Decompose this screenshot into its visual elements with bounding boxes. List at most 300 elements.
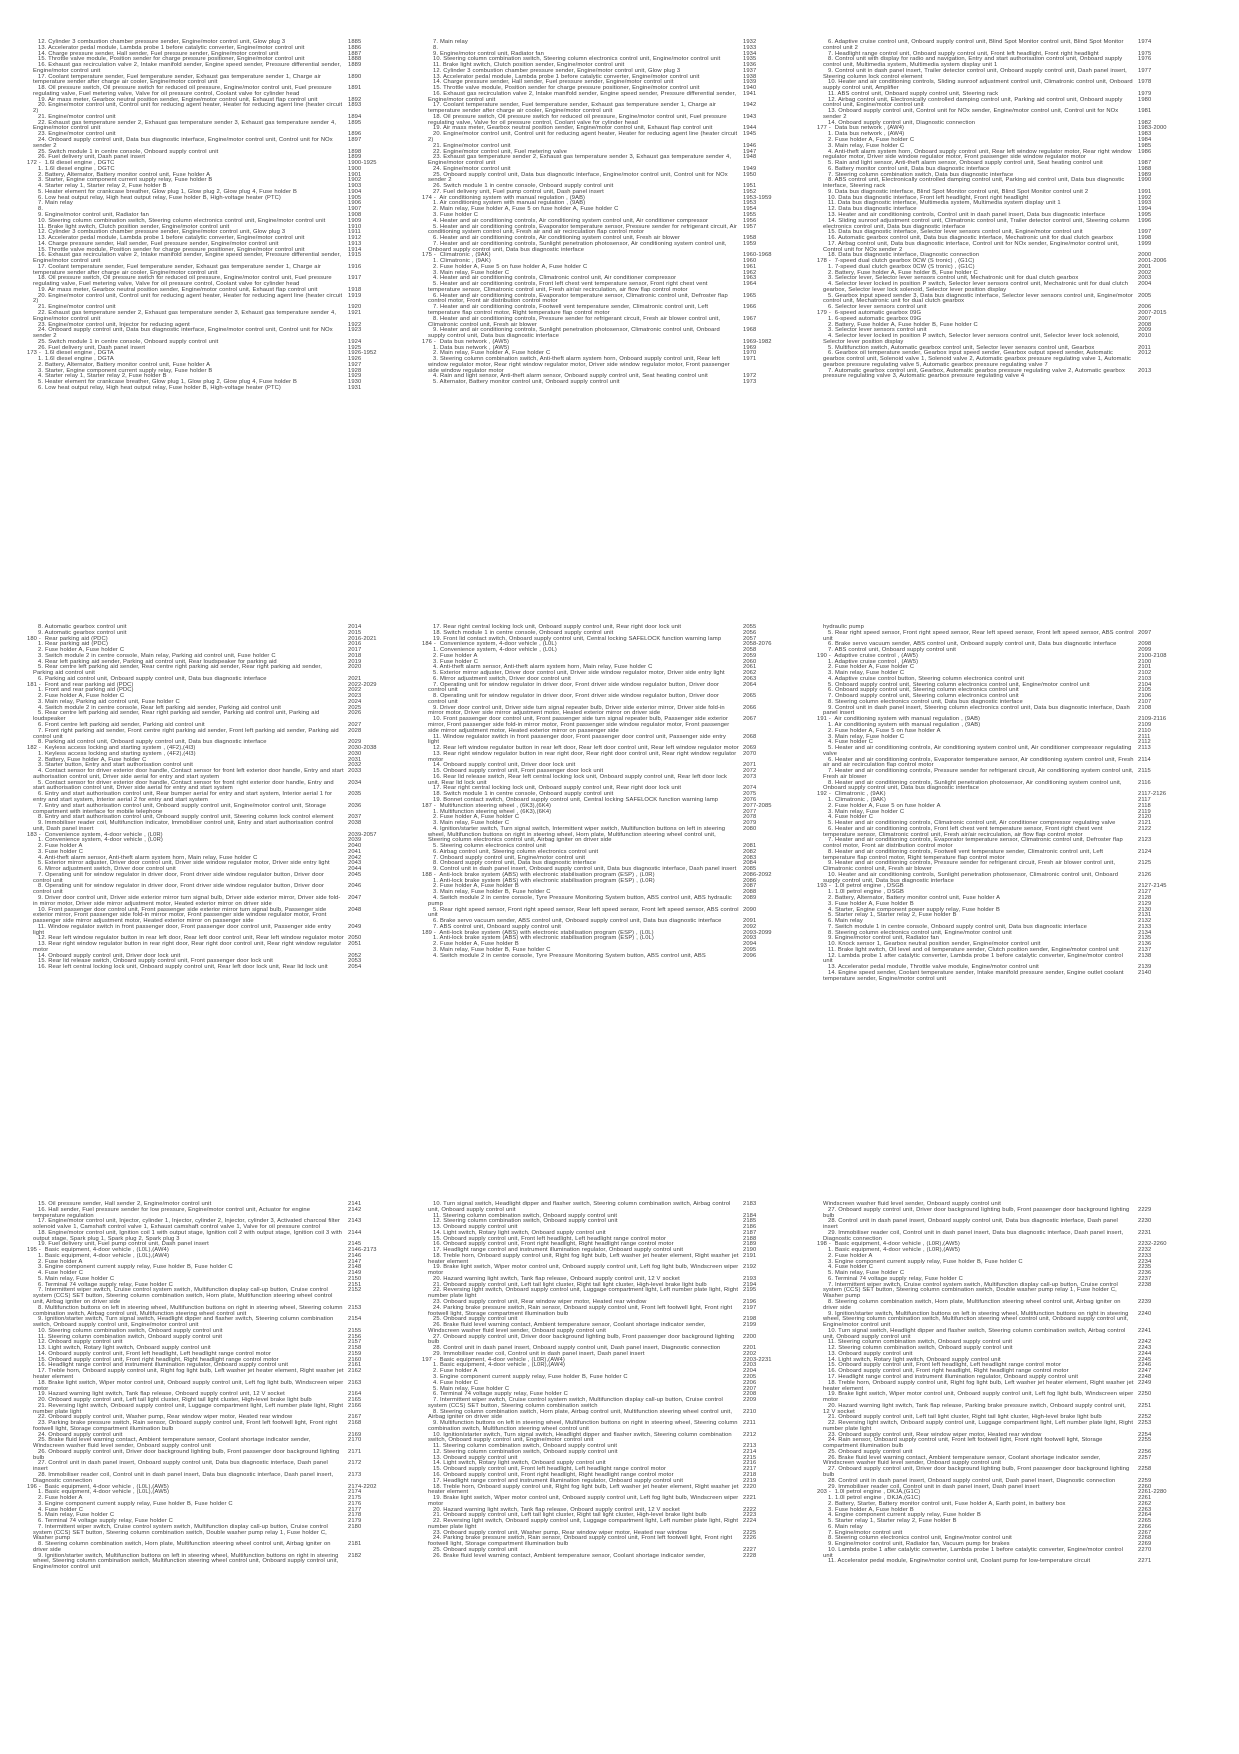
item-text: 6. Main relay [828,1523,863,1530]
item-text: 7. Heater and air conditioning controls, Evaporator temperature sensor, Climatronic control unit, Defroster flap control motor, Front air distribution control motor [823,837,1123,850]
item-text: 5. Main relay, Fuse holder C [828,1270,905,1277]
wiring-code: 2066 [743,704,757,711]
item-text: 5. Starter relay 1, Starter relay 2, Fuse holder B [828,1518,957,1525]
item-text: 11. Brake light switch, Oil level and oil temperature sender, Clutch position sender, Engine/motor control unit [828,946,1119,953]
wiring-code: 1895 [348,119,362,126]
item-text: 3. Main relay, Fuse holder C [828,808,905,815]
wiring-code: 1942 [743,102,757,109]
item-text: 9. Multifunction buttons on left in steering wheel, Multifunction buttons on right in steering wheel, Steering column combination switch, Multifunction steering wheel control unit [428,1420,738,1432]
index-item-row [422,380,787,386]
item-text: 1. Air conditioning system with manual regulation , (9AB) [828,722,981,729]
item-text: 1. Convenience system, 4-door vehicle , (L0R) [38,837,163,844]
wiring-code: 2244 [1138,1350,1152,1357]
item-text: 25. Switch module 1 in centre console, Onboard supply control unit [38,338,219,345]
wiring-code: 2137 [1138,946,1152,953]
wiring-code: 2072 [743,768,757,775]
item-text: 28. Control unit in dash panel insert, Onboard supply control unit, Data bus diagnostic interface, Dash panel insert [823,1218,1118,1231]
wiring-code: 2259 [1138,1477,1152,1484]
item-text: 2. Main relay, Fuse holder A, Fuse holder C [433,350,551,357]
item-text: 14. Charge pressure sender, Hall sender, Fuel pressure sender, Engine/motor control unit [38,240,279,247]
wiring-code: 2171 [348,1448,362,1455]
item-text: 6. Onboard supply control unit, Steering column electronics control unit [828,687,1019,694]
wiring-code: 1933 [743,44,757,51]
item-text: 25. Onboard supply control unit, Data bus diagnostic interface, Engine/motor control unit, Control unit for NOx sender 2 [428,171,728,184]
item-text: 6. Low heat output relay, High heat output relay, Fuse holder B, High-voltage heater (PTC) [38,384,281,391]
wiring-code: 2241 [1138,1327,1152,1334]
item-text: 5. Main relay, Fuse holder C [38,1275,115,1282]
wiring-code: 2223 [743,1512,757,1519]
wiring-code: 1924 [348,338,362,345]
wiring-code: 2069 [743,745,757,752]
wiring-code: 2083 [743,854,757,861]
wiring-code: 1972 [743,373,757,380]
item-text: 7. Switch module 1 in centre console, Onboard supply control unit, Data bus diagnostic interface [828,923,1087,930]
wiring-code: 2190 [743,1247,757,1254]
item-text: 10. Heater and air conditioning controls, Sunlight penetration photosensor, Climatronic control unit, Onboard supply control unit, Data bus diagnostic interface [823,871,1119,884]
item-text: 16. Onboard supply control unit, Front right headlight, Right headlight range control motor [433,1241,674,1248]
item-text: 9. Engine/motor control unit, Radiator fan, Vacuum pump for brakes [828,1541,1010,1548]
wiring-code: 2175 [348,1495,362,1502]
item-text: 12. Lambda probe 1 after catalytic converter, Lambda probe 1 before catalytic converter, Engine/motor control unit [823,952,1124,965]
page1-column-3 [817,40,1182,392]
wiring-code: 2007-2015 [1138,309,1167,316]
wiring-code: 1939 [743,79,757,86]
wiring-code: 2200 [743,1333,757,1340]
wiring-code: 1889 [348,62,362,69]
item-text: 12. Rear left window regulator button in rear left door, Rear left door control unit, Rear left window regulator motor [433,745,739,752]
item-text: 4. Starter, Engine component power supply relay, Fuse holder B [828,906,1000,913]
wiring-code: 2183 [743,1201,757,1207]
wiring-code: 2139 [1138,964,1152,971]
item-text: 5. Heater and air conditioning controls, Evaporator temperature sensor, Pressure sender for refrigerant circuit, Air conditioning system control unit, Fresh air and air recirculation flap control motor [428,223,738,236]
item-text: 7. ABS control unit, Onboard supply control unit [828,647,957,654]
wiring-code: 2266 [1138,1523,1152,1530]
item-text: 13. Accelerator pedal module, Throttle valve module, Engine/motor control unit [828,964,1039,971]
wiring-code: 2104 [1138,681,1152,688]
wiring-code: 1951 [743,183,757,190]
item-text: 23. Engine/motor control unit, Injector for reducing agent [38,321,190,328]
wiring-code: 2194 [743,1281,757,1288]
item-text: 8. Steering column combination switch, Horn plate, Multifunction steering wheel control unit, Airbag igniter on driver side [823,1299,1121,1311]
wiring-code: 2265 [1138,1518,1152,1525]
wiring-code: 1932 [743,39,757,45]
item-text: 9. Control unit in dash panel insert, Onboard supply control unit, Data bus diagnostic interface, Dash panel insert [433,866,737,873]
item-text: 6. Low heat output relay, High heat output relay, Fuse holder B, High-voltage heater (PTC) [38,194,281,201]
wiring-code: 2046 [348,883,362,890]
wiring-code: 2041 [348,848,362,855]
item-text: 11. ABS control unit, Onboard supply control unit, Steering rack [828,90,999,97]
wiring-code: 2166 [348,1402,362,1409]
item-text: 11. Brake light switch, Clutch position sender, Engine/motor control unit [38,223,230,230]
item-text: 5. Contact sensor for driver exterior door handle, Contact sensor for front right exterior door handle, Entry and start authorisation control unit, Driver side aerial for entry and start system [33,779,334,792]
item-text: 16. Headlight range control and instrument illumination regulator, Onboard supply control unit [38,1362,289,1369]
wiring-code: 2008 [1138,321,1152,328]
wiring-code: 2047 [348,894,362,901]
section-title: 190 - Adaptive cruise control , (AW5) [817,652,918,659]
wiring-code: 2058 [743,647,757,654]
item-text: 7. Intermittent wiper switch, Cruise control system switch, Multifunction display call-up button, Cruise control system (CCS) SET button, Steering column combination switch [428,1397,723,1409]
wiring-code: 2225 [743,1529,757,1536]
item-text: 13. Heater and air conditioning controls, Control unit in dash panel insert, Data bus diagnostic interface [828,211,1106,218]
wiring-code: 2151 [348,1281,362,1288]
item-text: 18. Switch module 1 in centre console, Onboard supply control unit [433,791,614,798]
wiring-code: 2209 [743,1397,757,1404]
item-text: 1. Basic equipment, 4-door vehicle , (L0L),(AW5) [38,1489,170,1496]
wiring-code: 1941 [743,90,757,97]
wiring-code: 1915 [348,252,362,259]
item-text: 3. Engine component current supply relay, Fuse holder B, Fuse holder C [433,1373,628,1380]
wiring-code: 2197 [743,1304,757,1311]
item-text: 2. Fuse holder A [828,1252,873,1259]
wiring-code: 2110 [1138,727,1151,734]
index-item-row [27,769,392,781]
wiring-code: 2109 [1138,722,1152,729]
section-title: 173 - 1.6l diesel engine , DGTA [27,350,114,357]
wiring-code: 2086 [743,877,757,884]
wiring-code: 2239 [1138,1299,1152,1306]
wiring-code: 2113 [1138,745,1151,752]
index-item-row [817,1312,1182,1329]
wiring-code: 2043 [348,860,362,867]
item-text: 20. Engine/motor control unit, Control unit for reducing agent heater, Heater for reducing agent line (heater circuit 2) [428,131,738,144]
index-item-row [817,1283,1182,1300]
wiring-code: 1906 [348,200,362,207]
item-text: 17. Engine/motor control unit, Injector, cylinder 1, Injector, cylinder 2, Injector, cylinder 3, Activated charcoal filter solenoid valve 1, Camshaft control valve 1, Exhaust camshaft control valve 1, Valve for oil pressure control [33,1218,340,1231]
item-text: 27. Fuel delivery unit, Fuel pump control unit, Dash panel insert [433,188,604,195]
item-text: 22. Reversing light switch, Onboard supply control unit, Luggage compartment light, Left number plate light, Right number plate light [428,1287,739,1300]
wiring-code: 2089 [743,894,757,901]
section-title: 198 - Basic equipment, 4-door vehicle , (L0R),(AW5) [817,1241,960,1248]
wiring-code: 1961 [743,263,757,270]
wiring-code: 2242 [1138,1339,1152,1346]
wiring-code: 2158 [348,1345,362,1352]
wiring-code: 2208 [743,1391,757,1398]
item-text: 2. Battery, Fuse holder A, Fuse holder B, Fuse holder C [828,321,978,328]
item-text: 23. Exhaust gas temperature sender 2, Exhaust gas temperature sender 3, Exhaust gas temperature sender 4, Engine/motor control unit [428,154,732,167]
index-item-row [422,694,787,706]
item-text: 2. Fuse holder A, Fuse 5 on fuse holder A [828,802,941,809]
index-item-row [27,1288,392,1305]
index-item-row [817,971,1182,983]
wiring-code: 2123 [1138,837,1152,844]
item-text: 6. Heater and air conditioning controls, Air conditioning system control unit, Fresh air blower [433,235,680,242]
wiring-code: 2207 [743,1385,757,1392]
wiring-code: 2217 [743,1466,757,1473]
wiring-code: 2258 [1138,1466,1152,1473]
wiring-code: 2174-2202 [348,1483,377,1490]
item-text: 8. ABS control unit, Electronically controlled damping control unit, Parking aid control unit, Data bus diagnostic interface, Steering rack [823,177,1125,190]
item-text: 2. Fuse holder A, Fuse holder C [433,814,520,821]
wiring-code: 2204 [743,1368,757,1375]
item-text: 19. Fuel delivery unit, Fuel pump control unit, Dash panel insert [38,1241,209,1248]
item-text: 4. Starter relay 1, Starter relay 2, Fuse holder B [38,183,167,190]
wiring-code: 2103 [1138,675,1152,682]
wiring-code: 2162 [348,1368,362,1375]
item-text: 10. Data bus diagnostic interface, Front left headlight, Front right headlight [828,194,1029,201]
wiring-code: 2161 [348,1362,362,1369]
wiring-code: 2255 [1138,1437,1152,1444]
item-text: 7. Intermittent wiper switch, Cruise control system switch, Multifunction display call-up button, Cruise control system (CCS) SET button, Steering column combination switch, Double washer pump relay 1, Fuse holder C, Washer pump [823,1281,1118,1300]
wiring-code: 2002 [1138,269,1152,276]
section-title: 187 - Multifunction steering wheel , (6K3),(6K4) [422,802,552,809]
item-text: 4. Switch module 2 in centre console, Tyre Pressure Monitoring System button, ABS control unit, ABS [433,952,706,959]
wiring-code: 1960 [743,258,757,265]
item-text: 18. Oil pressure switch, Oil pressure switch for reduced oil pressure, Engine/motor control unit, Fuel pressure regulating valve, Fuel metering valve, Valve for oil pressure control, Coolant valve for cylinder head [33,85,332,97]
wiring-code: 2057 [743,635,757,642]
item-text: 15. Rear lid release switch, Onboard supply control unit, Front passenger door lock unit [38,958,274,965]
item-text: 9. Engine/motor control unit, Radiator fan [38,211,149,218]
wiring-code: 2056 [743,629,757,636]
wiring-code: 1985 [1138,142,1152,149]
item-text: 17. Headlight range control and instrument illumination regulator, Onboard supply control unit [828,1373,1079,1380]
item-text: 15. Throttle valve module, Position sender for charge pressure positioner, Engine/motor control unit [38,246,305,253]
item-text: 20. Hazard warning light switch, Tank flap release, Onboard supply control unit, 12 V socket [433,1506,680,1513]
wiring-code: 1904 [348,188,362,195]
item-text: 3. Main relay, Parking aid control unit, Fuse holder C [38,698,180,705]
wiring-code: 2192 [743,1264,757,1271]
page-1 [27,40,1182,392]
wiring-code: 1910 [348,223,362,230]
wiring-code: 2129 [1138,900,1152,907]
item-text: 3. Selector lever, Selector lever sensors control unit, Mechatronic unit for dual clutch gearbox [828,275,1079,282]
item-text: 11. Steering column combination switch, Onboard supply control unit [433,1212,618,1219]
wiring-code: 1926 [348,356,362,363]
wiring-code: 2080 [743,825,757,832]
item-text: 4. Fuse holder C [828,1264,874,1271]
wiring-code: 2087 [743,883,757,890]
item-text: 3. Main relay, Fuse holder B, Fuse holder C [433,889,551,896]
item-text: 8. Heater and air conditioning controls, Sunlight penetration photosensor, Air conditioning system control unit, Onboard supply control unit, Data bus diagnostic interface [823,779,1122,792]
wiring-code: 1953-1959 [743,194,772,201]
wiring-code: 2211 [743,1420,756,1427]
wiring-code: 1965 [743,292,757,299]
item-text: 19. Air mass meter, Gearbox neutral position sender, Engine/motor control unit, Exhaust flap control unit [38,286,318,293]
wiring-code: 2014 [348,624,362,630]
wiring-code: 2213 [743,1443,757,1450]
wiring-code: 2252 [1138,1414,1152,1421]
item-text: 13. Rear right window regulator button in rear right door, Rear right door control unit, Rear right window regulator motor [33,941,342,953]
index-item-row [422,717,787,734]
wiring-code: 2003 [1138,275,1152,282]
item-text: 4. Rain and light sensor, Anti-theft alarm sensor, Onboard supply control unit, Seat heating control unit [433,373,708,380]
wiring-code: 1984 [1138,137,1152,144]
wiring-code: 2011 [1138,344,1151,351]
wiring-code: 2203 [743,1362,757,1369]
item-text: 27. Onboard supply control unit, Driver door background lighting bulb, Front passenger door background lighting bulb [428,1333,735,1346]
wiring-code: 2127-2145 [1138,883,1167,890]
item-text: 10. Front passenger door control unit, Front passenger side exterior mirror turn signal bulb, Passenger side exterior mirror, Front passenger side fold-in mirror motor, Front passenger side window regulator motor, Front passenger side mirror adjustment motor, Heated exterior mirror on passenger side [33,906,327,925]
wiring-code: 2256 [1138,1448,1152,1455]
page-3 [27,1202,1182,1571]
item-text: Windscreen washer fluid level sender, Onboard supply control unit [823,1201,1001,1207]
wiring-code: 2009 [1138,327,1152,334]
wiring-code: 2152 [348,1287,362,1294]
wiring-code: 2077-2085 [743,802,772,809]
item-text: 3. Starter, Engine component current supply relay, Fuse holder B [38,177,213,184]
index-item-row [422,1421,787,1433]
item-text: 26. Fuel delivery unit, Dash panel insert [38,154,146,161]
item-text: 22. Exhaust gas temperature sender 2, Exhaust gas temperature sender 3, Exhaust gas temperature sender 4, Engine/motor control unit [33,309,337,322]
wiring-code: 2029 [348,739,362,746]
item-text: 7. Headlight range control unit, Onboard supply control unit, Front left headlight, Front right headlight [828,50,1099,57]
wiring-code: 2221 [743,1495,757,1502]
wiring-code: 2257 [1138,1454,1152,1461]
item-text: 14. Light switch, Rotary light switch, Onboard supply control unit [433,1460,606,1467]
item-text: 3. Engine component current supply relay, Fuse holder B, Fuse holder C [38,1264,233,1271]
wiring-code: 2085 [743,866,757,873]
section-title: 178 - 7-speed dual clutch gearbox 0CW (S tronic) , (G1C) [817,258,975,265]
item-text: 5. Starter relay 1, Starter relay 2, Fuse holder B [828,912,957,919]
wiring-code: 2053 [348,958,362,965]
wiring-code: 1960-1968 [743,252,772,259]
wiring-code: 1978 [1138,79,1152,86]
item-text: 9. Heater and air conditioning controls, Sunlight penetration photosensor, Climatronic control unit, Onboard supply control unit, Data bus diagnostic interface [428,327,720,340]
item-text: 5. Exterior mirror adjuster, Driver door control unit, Driver side window regulator motor, Driver side entry light [433,670,725,677]
item-text: 18. Treble horn, Onboard supply control unit, Right fog light bulb, Left washer jet heater element, Right washer jet heater element [428,1252,739,1265]
item-text: 2. Fuse holder A, Fuse 5 on fuse holder A, Fuse holder C [433,263,588,270]
wiring-code: 1912 [348,235,362,242]
wiring-code: 2154 [348,1316,362,1323]
item-text: 6. Adaptive cruise control unit, Onboard supply control unit, Blind Spot Monitor control unit, Blind Spot Monitor control unit 2 [823,39,1124,51]
wiring-code: 1948 [743,154,757,161]
item-text: 15. Throttle valve module, Position sender for charge pressure positioner, Engine/motor control unit [38,56,305,63]
wiring-code: 2127 [1138,889,1152,896]
item-text: 11. Data bus diagnostic interface, Multimedia system, Multimedia system display unit 1 [828,200,1061,207]
wiring-code: 1970 [743,350,757,357]
item-text: 3. Steering column combination switch, Anti-theft alarm system horn, Onboard supply control unit, Rear left window regulator motor, Rear right window regulator motor, Driver side window regulator motor, Front passenger side window regulator motor [428,356,730,374]
item-text: 1. Convenience system, 4-door vehicle , (L0L) [433,647,557,654]
item-text: 4. Engine component current supply relay, Fuse holder B [828,1512,981,1519]
item-text: 2. Fuse holder A, Fuse holder B [433,883,519,890]
index-item-row [27,63,392,75]
wiring-code: 2032 [348,762,362,769]
wiring-code: 2247 [1138,1368,1152,1375]
wiring-code: 2184 [743,1212,757,1219]
item-text: 8. Operating unit for window regulator in driver door, Front driver side window regulator button, Driver door control unit [428,693,720,705]
item-text: 9. Data bus diagnostic interface, Blind Spot Monitor control unit, Blind Spot Monitor control unit 2 [828,188,1089,195]
wiring-code: 2240 [1138,1310,1152,1317]
item-text: 14. Onboard supply control unit, Front left headlight, Left headlight range control motor [38,1350,272,1357]
item-text: 20. Onboard supply control unit, Left tail light cluster, Right tail light cluster, High-level brake light bulb [38,1397,312,1404]
item-text: 10. Turn signal switch, Headlight dipper and flasher switch, Steering column combination switch, Airbag control unit, Onboard supply control unit [823,1327,1126,1340]
item-text: 5. Rain and light sensor, Anti-theft alarm sensor, Onboard supply control unit, Seat heating control unit [828,160,1103,167]
item-text: 3. Fuse holder C [433,211,479,218]
item-text: 13. Accelerator pedal module, Lambda probe 1 before catalytic converter, Engine/motor control unit [38,235,305,242]
wiring-code: 1993 [1138,200,1152,207]
wiring-code: 2178 [348,1512,362,1519]
wiring-code: 2205 [743,1373,757,1380]
page2-column-1 [27,625,392,982]
item-text: 4. Fuse holder C [38,1270,84,1277]
wiring-code: 2021 [348,675,362,682]
wiring-code: 2181 [348,1541,362,1548]
wiring-code: 1994 [1138,206,1152,213]
item-text: 16. Exhaust gas recirculation valve 2, Intake manifold sender, Engine speed sender, Pressure differential sender, Engine/motor control unit [33,252,342,265]
item-text: 8. Heater and air conditioning controls, Pressure sender for refrigerant circuit, Fresh air blower control unit, Climatronic control unit, Fresh air blower [428,315,721,328]
item-text: 16. Exhaust gas recirculation valve 2, Intake manifold sender, Engine speed sender, Pressure differential sender, Engine/motor control unit [33,62,342,74]
wiring-code: 1917 [348,275,362,282]
wiring-code: 2243 [1138,1345,1152,1352]
section-title: 182 - Keyless access locking and starting system , (4F2),(4I3) [27,745,196,752]
item-text: 1. Multifunction steering wheel , (6K3),(6K4) [433,808,552,815]
wiring-code: 1898 [348,148,362,155]
wiring-code: 2091 [743,918,757,925]
item-text: 8. Steering column combination switch, Horn plate, Airbag control unit, Multifunction steering wheel control unit, Airbag igniter on driver side [428,1408,733,1421]
wiring-code: 2135 [1138,935,1152,942]
wiring-code: 2018 [348,652,362,659]
index-item-row [27,1369,392,1381]
item-text: 12. Cylinder 3 combustion chamber pressure sender, Engine/motor control unit, Glow plug 3 [38,229,286,236]
item-text: 11. Steering column combination switch, Onboard supply control unit [433,1443,618,1450]
wiring-code: 1900 [348,165,362,172]
item-text: 8. Operating unit for window regulator in driver door, Front driver side window regulator button, Driver door control unit [33,883,325,896]
wiring-code: 2193 [743,1275,757,1282]
wiring-code: 1949 [743,165,757,172]
item-text: 1. 1.0l petrol engine , DKJA,(G1C) [828,1495,921,1502]
item-text: 7. Main relay [38,200,73,207]
wiring-code: 2030-2038 [348,745,377,752]
item-text: 29. Immobiliser reader coil, Control unit in dash panel insert, Dash panel insert [433,1350,645,1357]
wiring-code: 1918 [348,286,362,293]
item-text: 2. Fuse holder A, Fuse 5 on fuse holder A [828,727,941,734]
item-text: 24. Rain sensor, Onboard supply control unit, Front left footwell light, Front right footwell light, Storage compartment illumination bulb [823,1437,1103,1450]
item-text: 6. Parking aid control unit, Onboard supply control unit, Data bus diagnostic interface [38,675,267,682]
item-text: hydraulic pump [823,624,864,630]
item-text: 9. Heater and air conditioning controls, Pressure sender for refrigerant circuit, Fresh air blower control unit, Climatronic control unit, Fresh air blower [823,860,1116,873]
wiring-code: 2051 [348,941,362,948]
wiring-code: 2015 [348,629,362,636]
wiring-code: 1999 [1138,240,1152,247]
item-text: 7. Intermittent wiper switch, Cruise control system switch, Multifunction display call-up button, Cruise control system (CCS) SET button, Steering column combination switch, Horn plate, Multifunction steering wheel control unit, Airbag igniter on driver side [33,1287,333,1306]
wiring-code: 2261-2280 [1138,1489,1167,1496]
item-text: 6. Mirror adjustment switch, Driver door control unit [38,866,176,873]
wiring-code: 2261 [1138,1495,1152,1502]
wiring-code: 1969 [743,344,757,351]
wiring-code: 2165 [348,1397,362,1404]
item-text: 12. Onboard supply control unit [38,1339,123,1346]
wiring-code: 2206 [743,1379,757,1386]
item-text: 2. Fuse holder A, Fuse holder B [433,941,519,948]
item-text: 3. Main relay, Fuse holder C [828,670,905,677]
item-text: 1. Basic equipment, 4-door vehicle , (L0R),(AW4) [433,1362,566,1369]
index-item-row [27,821,392,833]
item-text: 18. Oil pressure switch, Oil pressure switch for reduced oil pressure, Engine/motor control unit, Fuel pressure regulating valve, Valve for oil pressure control, Coolant valve for cylinder head [428,113,727,126]
item-text: 16. Hall sender, Fuel pressure sender for low pressure, Engine/motor control unit, Actuator for engine temperature regulation [33,1206,311,1219]
wiring-code: 2248 [1138,1373,1152,1380]
item-text: 5. Rear right speed sensor, Front right speed sensor, Rear left speed sensor, Front left speed sensor, ABS control unit [823,629,1134,642]
item-text: 25. Onboard supply control unit [433,1316,518,1323]
item-text: 15. Data bus diagnostic interface, Selector lever sensors control unit, Engine/motor control unit [828,229,1083,236]
wiring-code: 2187 [743,1229,757,1236]
item-text: 22. Engine/motor control unit, Fuel metering valve [433,148,568,155]
item-text: 28. Immobiliser reader coil, Control unit in dash panel insert, Data bus diagnostic interface, Dash panel insert, Diagnostic connection [33,1471,334,1484]
wiring-code: 2001-2006 [1138,258,1167,265]
wiring-code: 1974 [1138,39,1152,45]
item-text: 24. Onboard supply control unit, Data bus diagnostic interface, Engine/motor control unit, Control unit for NOx sender 2 [33,327,333,340]
wiring-code: 2138 [1138,952,1152,959]
item-text: 18. Treble horn, Onboard supply control unit, Right fog light bulb, Left washer jet heater element, Right washer jet heater element [428,1483,739,1496]
item-text: 19. Brake light switch, Wiper motor control unit, Onboard supply control unit, Left fog light bulb, Windscreen wiper motor [823,1391,1134,1404]
section-title: 180 - Rear parking aid (PDC) [27,635,108,642]
wiring-code: 2114 [1138,756,1151,763]
wiring-code: 2186 [743,1224,757,1231]
wiring-code: 1973 [743,379,757,386]
wiring-code: 2079 [743,820,757,827]
wiring-code: 1980 [1138,96,1152,103]
wiring-code: 2232 [1138,1247,1152,1254]
item-text: 29. Immobiliser reader coil, Control unit in dash panel insert, Data bus diagnostic interface, Dash panel insert, Diagnostic connection [823,1229,1124,1242]
wiring-code: 2111 [1138,733,1151,740]
